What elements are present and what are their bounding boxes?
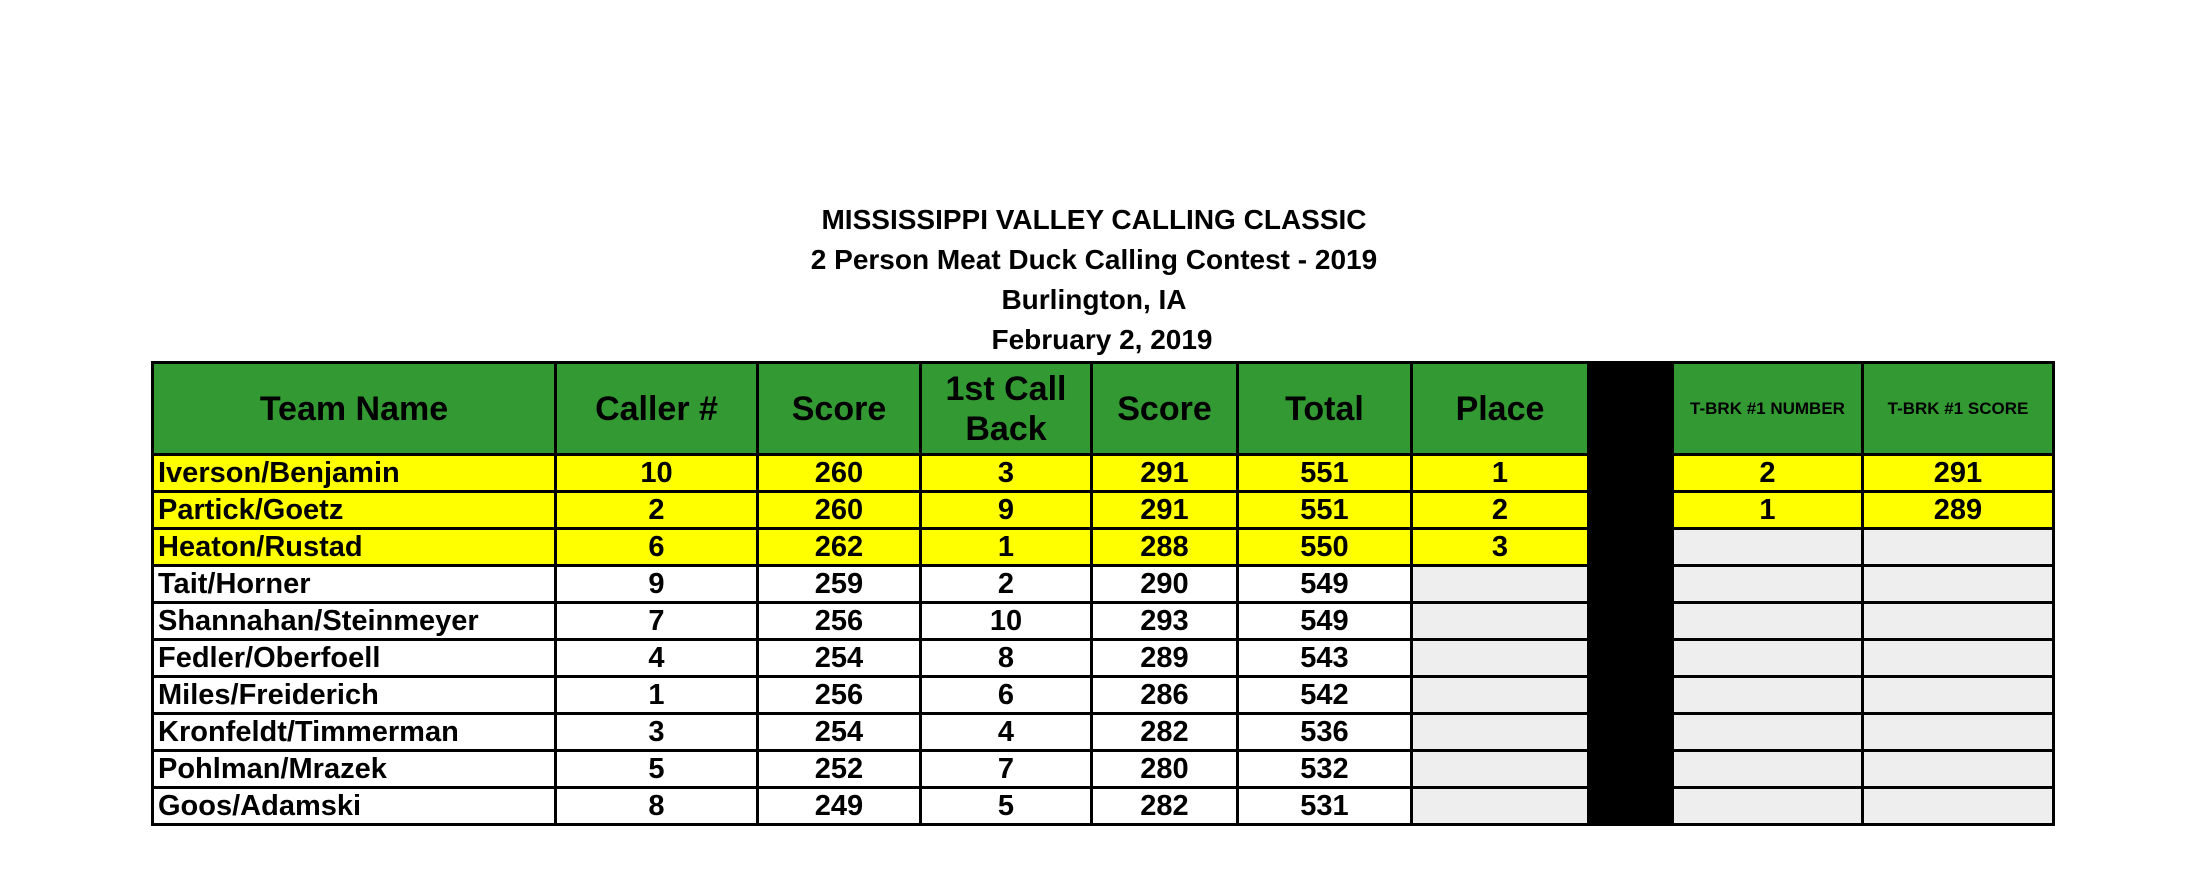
tiebreak-score-cell <box>1863 529 2054 566</box>
callback-cell: 7 <box>921 751 1092 788</box>
callback-score-cell: 290 <box>1092 566 1238 603</box>
team-name-cell: Heaton/Rustad <box>153 529 556 566</box>
tiebreak-number-cell <box>1673 603 1863 640</box>
score-cell: 256 <box>758 677 921 714</box>
score-cell: 254 <box>758 640 921 677</box>
team-name-cell: Kronfeldt/Timmerman <box>153 714 556 751</box>
separator-cell <box>1589 455 1673 492</box>
table-row <box>153 714 2054 751</box>
total-cell: 549 <box>1238 566 1412 603</box>
team-name-cell: Fedler/Oberfoell <box>153 640 556 677</box>
place-cell: 2 <box>1412 492 1589 529</box>
col-first-call-back: 1st Call Back <box>921 363 1092 455</box>
place-cell: 1 <box>1412 455 1589 492</box>
place-cell <box>1412 714 1589 751</box>
tiebreak-number-cell: 1 <box>1673 492 1863 529</box>
separator-cell <box>1589 714 1673 751</box>
callback-cell: 4 <box>921 714 1092 751</box>
tiebreak-score-cell <box>1863 677 2054 714</box>
team-name-cell: Partick/Goetz <box>153 492 556 529</box>
separator-cell <box>1589 751 1673 788</box>
callback-cell: 8 <box>921 640 1092 677</box>
separator-cell <box>1589 529 1673 566</box>
tiebreak-score-cell: 289 <box>1863 492 2054 529</box>
caller-number-cell: 4 <box>556 640 758 677</box>
results-table <box>151 361 2055 826</box>
team-name-cell: Tait/Horner <box>153 566 556 603</box>
callback-score-cell: 291 <box>1092 492 1238 529</box>
place-cell <box>1412 788 1589 825</box>
callback-cell: 6 <box>921 677 1092 714</box>
score-cell: 254 <box>758 714 921 751</box>
caller-number-cell: 5 <box>556 751 758 788</box>
separator-cell <box>1589 603 1673 640</box>
total-cell: 532 <box>1238 751 1412 788</box>
caller-number-cell: 10 <box>556 455 758 492</box>
place-cell <box>1412 751 1589 788</box>
tiebreak-score-cell: 291 <box>1863 455 2054 492</box>
score-cell: 259 <box>758 566 921 603</box>
score-cell: 260 <box>758 492 921 529</box>
header-row <box>153 363 2054 455</box>
total-cell: 531 <box>1238 788 1412 825</box>
table-row <box>153 603 2054 640</box>
tiebreak-score-cell <box>1863 788 2054 825</box>
tiebreak-number-cell <box>1673 677 1863 714</box>
callback-score-cell: 291 <box>1092 455 1238 492</box>
team-name-cell: Pohlman/Mrazek <box>153 751 556 788</box>
tiebreak-score-cell <box>1863 640 2054 677</box>
callback-cell: 3 <box>921 455 1092 492</box>
place-cell <box>1412 566 1589 603</box>
separator-cell <box>1589 788 1673 825</box>
callback-cell: 1 <box>921 529 1092 566</box>
callback-score-cell: 288 <box>1092 529 1238 566</box>
callback-score-cell: 289 <box>1092 640 1238 677</box>
separator-cell <box>1589 640 1673 677</box>
callback-score-cell: 282 <box>1092 714 1238 751</box>
table-row <box>153 677 2054 714</box>
score-cell: 252 <box>758 751 921 788</box>
caller-number-cell: 7 <box>556 603 758 640</box>
score-cell: 249 <box>758 788 921 825</box>
table-row <box>153 529 2054 566</box>
callback-score-cell: 280 <box>1092 751 1238 788</box>
total-cell: 551 <box>1238 455 1412 492</box>
callback-cell: 10 <box>921 603 1092 640</box>
table-row <box>153 566 2054 603</box>
separator-cell <box>1589 566 1673 603</box>
caller-number-cell: 6 <box>556 529 758 566</box>
caller-number-cell: 9 <box>556 566 758 603</box>
tiebreak-number-cell <box>1673 751 1863 788</box>
tiebreak-number-cell <box>1673 714 1863 751</box>
callback-cell: 9 <box>921 492 1092 529</box>
total-cell: 536 <box>1238 714 1412 751</box>
total-cell: 551 <box>1238 492 1412 529</box>
separator-cell <box>1589 492 1673 529</box>
callback-score-cell: 286 <box>1092 677 1238 714</box>
col-tiebreak-number: T-BRK #1 NUMBER <box>1673 363 1863 455</box>
caller-number-cell: 2 <box>556 492 758 529</box>
col-callback-score: Score <box>1092 363 1238 455</box>
table-row <box>153 455 2054 492</box>
contest-header <box>0 200 2200 360</box>
table-row <box>153 788 2054 825</box>
results-body <box>153 455 2054 825</box>
contest-subtitle: 2 Person Meat Duck Calling Contest - 2019 <box>810 244 1378 275</box>
place-cell <box>1412 603 1589 640</box>
separator-column <box>1589 363 1673 455</box>
total-cell: 550 <box>1238 529 1412 566</box>
separator-cell <box>1589 677 1673 714</box>
event-date: February 2, 2019 <box>991 324 1213 355</box>
col-total: Total <box>1238 363 1412 455</box>
callback-score-cell: 293 <box>1092 603 1238 640</box>
col-tiebreak-score: T-BRK #1 SCORE <box>1863 363 2054 455</box>
event-location: Burlington, IA <box>1001 284 1187 315</box>
total-cell: 543 <box>1238 640 1412 677</box>
tiebreak-number-cell <box>1673 788 1863 825</box>
team-name-cell: Goos/Adamski <box>153 788 556 825</box>
col-score: Score <box>758 363 921 455</box>
col-caller-number: Caller # <box>556 363 758 455</box>
score-cell: 256 <box>758 603 921 640</box>
place-cell <box>1412 677 1589 714</box>
tiebreak-number-cell: 2 <box>1673 455 1863 492</box>
table-row <box>153 640 2054 677</box>
total-cell: 542 <box>1238 677 1412 714</box>
event-title: MISSISSIPPI VALLEY CALLING CLASSIC <box>821 204 1367 235</box>
tiebreak-score-cell <box>1863 751 2054 788</box>
score-cell: 260 <box>758 455 921 492</box>
tiebreak-score-cell <box>1863 566 2054 603</box>
place-cell <box>1412 640 1589 677</box>
table-row <box>153 751 2054 788</box>
col-team-name: Team Name <box>153 363 556 455</box>
tiebreak-score-cell <box>1863 603 2054 640</box>
caller-number-cell: 3 <box>556 714 758 751</box>
tiebreak-number-cell <box>1673 640 1863 677</box>
tiebreak-number-cell <box>1673 566 1863 603</box>
caller-number-cell: 1 <box>556 677 758 714</box>
callback-score-cell: 282 <box>1092 788 1238 825</box>
score-cell: 262 <box>758 529 921 566</box>
team-name-cell: Miles/Freiderich <box>153 677 556 714</box>
tiebreak-score-cell <box>1863 714 2054 751</box>
tiebreak-number-cell <box>1673 529 1863 566</box>
col-place: Place <box>1412 363 1589 455</box>
place-cell: 3 <box>1412 529 1589 566</box>
total-cell: 549 <box>1238 603 1412 640</box>
callback-cell: 2 <box>921 566 1092 603</box>
table-row <box>153 492 2054 529</box>
team-name-cell: Iverson/Benjamin <box>153 455 556 492</box>
callback-cell: 5 <box>921 788 1092 825</box>
team-name-cell: Shannahan/Steinmeyer <box>153 603 556 640</box>
caller-number-cell: 8 <box>556 788 758 825</box>
